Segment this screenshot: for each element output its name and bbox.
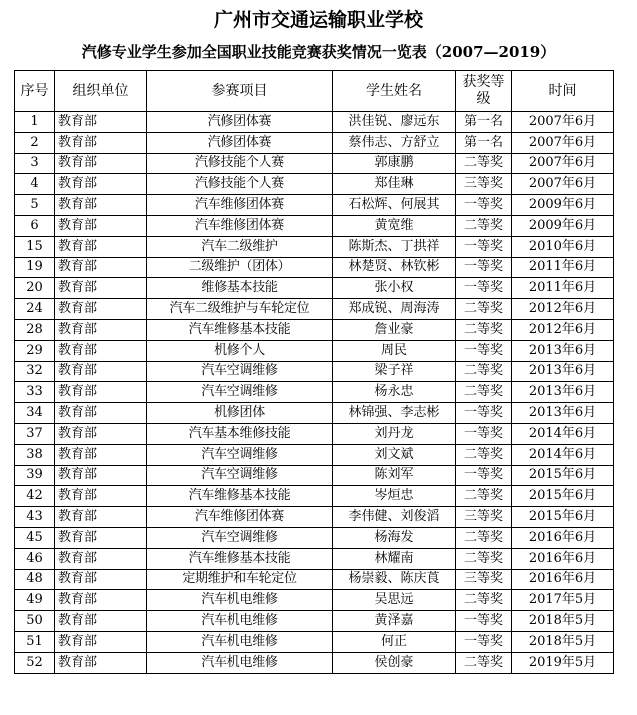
cell-unit: 教育部 bbox=[55, 361, 147, 382]
cell-no: 6 bbox=[15, 215, 55, 236]
table-row bbox=[15, 590, 614, 611]
cell-students: 杨海发 bbox=[333, 527, 456, 548]
cell-unit: 教育部 bbox=[55, 444, 147, 465]
cell-date: 2012年6月 bbox=[512, 299, 614, 320]
cell-unit: 教育部 bbox=[55, 631, 147, 652]
cell-no: 19 bbox=[15, 257, 55, 278]
cell-unit: 教育部 bbox=[55, 590, 147, 611]
cell-event: 汽车二级维护与车轮定位 bbox=[147, 299, 333, 320]
cell-unit: 教育部 bbox=[55, 112, 147, 133]
header-event: 参赛项目 bbox=[147, 71, 333, 112]
cell-event: 汽修团体赛 bbox=[147, 112, 333, 133]
table-row bbox=[15, 361, 614, 382]
cell-students: 杨崇毅、陈庆莨 bbox=[333, 569, 456, 590]
cell-event: 汽车维修基本技能 bbox=[147, 486, 333, 507]
cell-unit: 教育部 bbox=[55, 382, 147, 403]
cell-event: 汽车空调维修 bbox=[147, 444, 333, 465]
cell-no: 42 bbox=[15, 486, 55, 507]
cell-no: 38 bbox=[15, 444, 55, 465]
table-row bbox=[15, 236, 614, 257]
table-row bbox=[15, 278, 614, 299]
cell-no: 50 bbox=[15, 611, 55, 632]
cell-unit: 教育部 bbox=[55, 507, 147, 528]
cell-no: 24 bbox=[15, 299, 55, 320]
table-row bbox=[15, 548, 614, 569]
cell-no: 37 bbox=[15, 423, 55, 444]
cell-event: 汽修技能个人赛 bbox=[147, 174, 333, 195]
cell-award: 一等奖 bbox=[456, 236, 512, 257]
cell-event: 汽车空调维修 bbox=[147, 361, 333, 382]
cell-no: 15 bbox=[15, 236, 55, 257]
cell-event: 汽车维修基本技能 bbox=[147, 548, 333, 569]
cell-students: 陈斯杰、丁拱祥 bbox=[333, 236, 456, 257]
cell-event: 汽车空调维修 bbox=[147, 465, 333, 486]
table-row bbox=[15, 153, 614, 174]
cell-award: 一等奖 bbox=[456, 340, 512, 361]
cell-date: 2016年6月 bbox=[512, 569, 614, 590]
cell-unit: 教育部 bbox=[55, 132, 147, 153]
cell-students: 黄宽维 bbox=[333, 215, 456, 236]
cell-event: 汽车机电维修 bbox=[147, 631, 333, 652]
cell-no: 39 bbox=[15, 465, 55, 486]
table-row bbox=[15, 195, 614, 216]
cell-students: 梁子祥 bbox=[333, 361, 456, 382]
cell-event: 汽车空调维修 bbox=[147, 527, 333, 548]
cell-event: 汽车空调维修 bbox=[147, 382, 333, 403]
cell-date: 2018年5月 bbox=[512, 631, 614, 652]
cell-event: 汽车维修基本技能 bbox=[147, 319, 333, 340]
cell-unit: 教育部 bbox=[55, 257, 147, 278]
cell-no: 48 bbox=[15, 569, 55, 590]
table-row bbox=[15, 652, 614, 673]
cell-students: 郑佳琳 bbox=[333, 174, 456, 195]
cell-no: 43 bbox=[15, 507, 55, 528]
header-award: 获奖等级 bbox=[456, 71, 512, 112]
cell-date: 2009年6月 bbox=[512, 195, 614, 216]
cell-date: 2015年6月 bbox=[512, 486, 614, 507]
cell-date: 2013年6月 bbox=[512, 361, 614, 382]
cell-no: 4 bbox=[15, 174, 55, 195]
cell-date: 2017年5月 bbox=[512, 590, 614, 611]
cell-award: 二等奖 bbox=[456, 319, 512, 340]
cell-no: 32 bbox=[15, 361, 55, 382]
cell-no: 20 bbox=[15, 278, 55, 299]
cell-unit: 教育部 bbox=[55, 153, 147, 174]
cell-students: 刘文斌 bbox=[333, 444, 456, 465]
cell-no: 2 bbox=[15, 132, 55, 153]
cell-date: 2011年6月 bbox=[512, 278, 614, 299]
cell-event: 机修团体 bbox=[147, 403, 333, 424]
header-no: 序号 bbox=[15, 71, 55, 112]
cell-award: 三等奖 bbox=[456, 507, 512, 528]
cell-students: 林锦强、李志彬 bbox=[333, 403, 456, 424]
cell-no: 52 bbox=[15, 652, 55, 673]
table-row bbox=[15, 382, 614, 403]
cell-event: 二级维护（团体） bbox=[147, 257, 333, 278]
cell-students: 吴思远 bbox=[333, 590, 456, 611]
cell-event: 汽车维修团体赛 bbox=[147, 507, 333, 528]
cell-date: 2009年6月 bbox=[512, 215, 614, 236]
cell-no: 28 bbox=[15, 319, 55, 340]
cell-no: 1 bbox=[15, 112, 55, 133]
cell-event: 汽车机电维修 bbox=[147, 590, 333, 611]
cell-award: 一等奖 bbox=[456, 257, 512, 278]
cell-event: 汽车二级维护 bbox=[147, 236, 333, 257]
cell-unit: 教育部 bbox=[55, 236, 147, 257]
cell-date: 2013年6月 bbox=[512, 403, 614, 424]
cell-students: 侯创豪 bbox=[333, 652, 456, 673]
cell-award: 一等奖 bbox=[456, 465, 512, 486]
cell-event: 汽车基本维修技能 bbox=[147, 423, 333, 444]
cell-award: 一等奖 bbox=[456, 195, 512, 216]
table-row bbox=[15, 174, 614, 195]
cell-students: 石松辉、何展其 bbox=[333, 195, 456, 216]
cell-date: 2007年6月 bbox=[512, 153, 614, 174]
cell-event: 汽车机电维修 bbox=[147, 652, 333, 673]
cell-award: 二等奖 bbox=[456, 299, 512, 320]
cell-date: 2007年6月 bbox=[512, 174, 614, 195]
page-subtitle: 汽修专业学生参加全国职业技能竞赛获奖情况一览表（2007—2019） bbox=[81, 43, 556, 61]
cell-unit: 教育部 bbox=[55, 569, 147, 590]
cell-award: 三等奖 bbox=[456, 174, 512, 195]
header-students: 学生姓名 bbox=[333, 71, 456, 112]
cell-award: 二等奖 bbox=[456, 590, 512, 611]
cell-unit: 教育部 bbox=[55, 278, 147, 299]
table-row bbox=[15, 403, 614, 424]
cell-date: 2007年6月 bbox=[512, 132, 614, 153]
cell-students: 詹业豪 bbox=[333, 319, 456, 340]
cell-no: 49 bbox=[15, 590, 55, 611]
cell-unit: 教育部 bbox=[55, 319, 147, 340]
cell-event: 维修基本技能 bbox=[147, 278, 333, 299]
cell-no: 33 bbox=[15, 382, 55, 403]
cell-unit: 教育部 bbox=[55, 423, 147, 444]
cell-award: 二等奖 bbox=[456, 153, 512, 174]
cell-students: 洪佳锐、廖远东 bbox=[333, 112, 456, 133]
cell-unit: 教育部 bbox=[55, 611, 147, 632]
cell-event: 汽车维修团体赛 bbox=[147, 215, 333, 236]
cell-award: 二等奖 bbox=[456, 382, 512, 403]
cell-unit: 教育部 bbox=[55, 527, 147, 548]
cell-date: 2019年5月 bbox=[512, 652, 614, 673]
table-row bbox=[15, 631, 614, 652]
cell-event: 汽车维修团体赛 bbox=[147, 195, 333, 216]
cell-no: 5 bbox=[15, 195, 55, 216]
cell-unit: 教育部 bbox=[55, 652, 147, 673]
table-body bbox=[15, 112, 614, 674]
cell-unit: 教育部 bbox=[55, 486, 147, 507]
cell-award: 一等奖 bbox=[456, 403, 512, 424]
cell-award: 二等奖 bbox=[456, 527, 512, 548]
cell-unit: 教育部 bbox=[55, 215, 147, 236]
cell-students: 李伟健、刘俊滔 bbox=[333, 507, 456, 528]
table-header-row bbox=[15, 71, 614, 112]
cell-students: 周民 bbox=[333, 340, 456, 361]
cell-students: 林耀南 bbox=[333, 548, 456, 569]
cell-award: 一等奖 bbox=[456, 611, 512, 632]
cell-date: 2007年6月 bbox=[512, 112, 614, 133]
table-row bbox=[15, 132, 614, 153]
cell-award: 第一名 bbox=[456, 112, 512, 133]
cell-students: 陈刘军 bbox=[333, 465, 456, 486]
table-row bbox=[15, 215, 614, 236]
table-row bbox=[15, 611, 614, 632]
table-row bbox=[15, 423, 614, 444]
cell-students: 刘丹龙 bbox=[333, 423, 456, 444]
cell-students: 林楚贤、林钦彬 bbox=[333, 257, 456, 278]
cell-event: 定期维护和车轮定位 bbox=[147, 569, 333, 590]
cell-date: 2012年6月 bbox=[512, 319, 614, 340]
page-title: 广州市交通运输职业学校 bbox=[213, 9, 423, 31]
cell-date: 2015年6月 bbox=[512, 507, 614, 528]
cell-award: 二等奖 bbox=[456, 548, 512, 569]
cell-unit: 教育部 bbox=[55, 465, 147, 486]
cell-students: 杨永忠 bbox=[333, 382, 456, 403]
cell-award: 一等奖 bbox=[456, 423, 512, 444]
table-row bbox=[15, 319, 614, 340]
table-row bbox=[15, 340, 614, 361]
cell-students: 岑烜忠 bbox=[333, 486, 456, 507]
cell-award: 一等奖 bbox=[456, 631, 512, 652]
cell-event: 汽修团体赛 bbox=[147, 132, 333, 153]
header-date: 时间 bbox=[512, 71, 614, 112]
cell-unit: 教育部 bbox=[55, 174, 147, 195]
table-row bbox=[15, 257, 614, 278]
table-row bbox=[15, 465, 614, 486]
cell-event: 机修个人 bbox=[147, 340, 333, 361]
cell-unit: 教育部 bbox=[55, 403, 147, 424]
cell-date: 2014年6月 bbox=[512, 444, 614, 465]
cell-unit: 教育部 bbox=[55, 548, 147, 569]
cell-date: 2015年6月 bbox=[512, 465, 614, 486]
cell-students: 蔡伟志、方舒立 bbox=[333, 132, 456, 153]
table-row bbox=[15, 486, 614, 507]
cell-unit: 教育部 bbox=[55, 299, 147, 320]
table-row bbox=[15, 527, 614, 548]
cell-no: 29 bbox=[15, 340, 55, 361]
cell-no: 3 bbox=[15, 153, 55, 174]
cell-award: 三等奖 bbox=[456, 569, 512, 590]
cell-no: 51 bbox=[15, 631, 55, 652]
cell-no: 46 bbox=[15, 548, 55, 569]
table-row bbox=[15, 507, 614, 528]
awards-table bbox=[14, 70, 614, 674]
cell-students: 何正 bbox=[333, 631, 456, 652]
cell-students: 黄泽嘉 bbox=[333, 611, 456, 632]
table-row bbox=[15, 299, 614, 320]
cell-event: 汽修技能个人赛 bbox=[147, 153, 333, 174]
cell-award: 第一名 bbox=[456, 132, 512, 153]
cell-date: 2013年6月 bbox=[512, 382, 614, 403]
table-row bbox=[15, 112, 614, 133]
header-unit: 组织单位 bbox=[55, 71, 147, 112]
cell-event: 汽车机电维修 bbox=[147, 611, 333, 632]
cell-no: 45 bbox=[15, 527, 55, 548]
cell-date: 2016年6月 bbox=[512, 527, 614, 548]
table-row bbox=[15, 569, 614, 590]
cell-date: 2016年6月 bbox=[512, 548, 614, 569]
cell-students: 郑成锐、周海涛 bbox=[333, 299, 456, 320]
cell-date: 2018年5月 bbox=[512, 611, 614, 632]
cell-award: 一等奖 bbox=[456, 278, 512, 299]
cell-date: 2010年6月 bbox=[512, 236, 614, 257]
cell-date: 2013年6月 bbox=[512, 340, 614, 361]
cell-students: 张小权 bbox=[333, 278, 456, 299]
cell-award: 二等奖 bbox=[456, 215, 512, 236]
cell-award: 二等奖 bbox=[456, 361, 512, 382]
cell-date: 2011年6月 bbox=[512, 257, 614, 278]
cell-award: 二等奖 bbox=[456, 486, 512, 507]
cell-award: 二等奖 bbox=[456, 444, 512, 465]
table-row bbox=[15, 444, 614, 465]
cell-unit: 教育部 bbox=[55, 195, 147, 216]
cell-students: 郭康鹏 bbox=[333, 153, 456, 174]
cell-unit: 教育部 bbox=[55, 340, 147, 361]
cell-award: 二等奖 bbox=[456, 652, 512, 673]
cell-no: 34 bbox=[15, 403, 55, 424]
cell-date: 2014年6月 bbox=[512, 423, 614, 444]
